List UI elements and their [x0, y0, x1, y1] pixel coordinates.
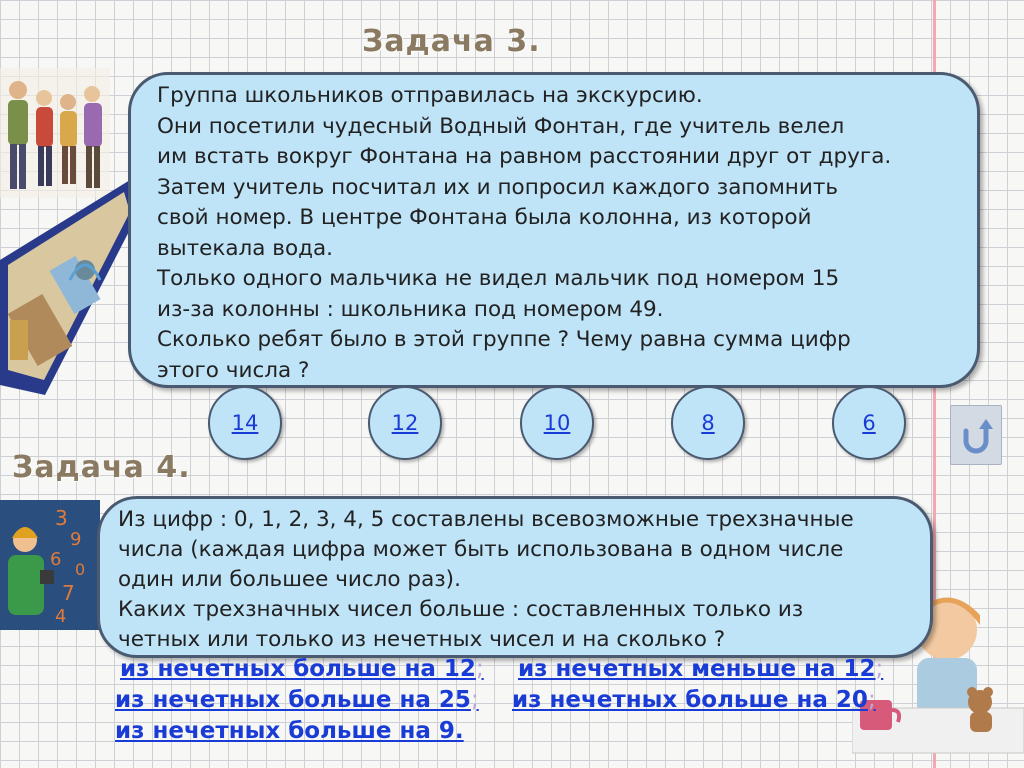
svg-text:4: 4	[55, 606, 67, 627]
task4-answer-link[interactable]	[518, 656, 883, 682]
task3-line: этого числа ?	[157, 357, 310, 383]
answer-separator: ;	[867, 687, 876, 713]
task3-line: Только одного мальчика не видел мальчик под номером 15	[157, 266, 840, 291]
task4-answer-text[interactable]: из нечетных меньше на 12	[518, 656, 876, 682]
task4-line: числа (каждая цифра может быть использована в одном числе	[118, 537, 844, 562]
task3-line: Они посетили чудесный Водный Фонтан, где учитель велел	[157, 113, 845, 139]
task4-line: четных или только из нечетных чисел и на сколько ?	[118, 627, 726, 652]
task3-answer-8[interactable]: 8	[671, 386, 745, 460]
svg-text:0: 0	[75, 560, 86, 579]
svg-text:6: 6	[50, 549, 62, 570]
return-arrow-icon	[959, 415, 993, 455]
task4-answer-link[interactable]	[115, 687, 479, 713]
task4-line: Каких трехзначных чисел больше : составленных только из	[118, 597, 804, 622]
answer-separator: ;	[475, 656, 484, 682]
svg-text:7: 7	[62, 581, 75, 605]
task3-answer-12[interactable]: 12	[368, 386, 442, 460]
task3-line: из-за колонны : школьника под номером 49.	[157, 296, 664, 322]
task4-answer-text[interactable]: из нечетных больше на 25	[115, 687, 471, 713]
task3-line: им встать вокруг Фонтана на равном расстоянии друг от друга.	[157, 144, 892, 169]
task3-answer-6[interactable]: 6	[832, 386, 906, 460]
task3-line: Группа школьников отправилась на экскурсию.	[157, 83, 703, 108]
task3-answer-14[interactable]: 14	[208, 386, 282, 460]
task4-answer-link[interactable]	[120, 656, 484, 682]
svg-text:3: 3	[55, 506, 68, 530]
task3-title: Задача 3.	[362, 24, 541, 59]
task4-question-bubble	[97, 496, 933, 658]
task4-line: один или большее число раз).	[118, 567, 461, 592]
task4-answer-text[interactable]: из нечетных больше на 9.	[115, 718, 464, 744]
return-button[interactable]	[950, 405, 1002, 465]
task3-line: свой номер. В центре Фонтана была колонна, из которой	[157, 205, 812, 230]
fountain-clipart-icon	[0, 170, 140, 400]
svg-text:9: 9	[70, 529, 82, 550]
task4-answer-link[interactable]	[512, 687, 876, 713]
task3-answer-10[interactable]: 10	[520, 386, 594, 460]
answer-separator: ;	[470, 687, 479, 713]
task4-title: Задача 4.	[12, 450, 191, 485]
task4-line: Из цифр : 0, 1, 2, 3, 4, 5 составлены всевозможные трехзначные	[118, 507, 854, 532]
task4-answer-link[interactable]	[115, 718, 464, 744]
task4-answer-text[interactable]: из нечетных больше на 12	[120, 656, 476, 682]
task3-line: Сколько ребят было в этой группе ? Чему равна сумма цифр	[157, 327, 851, 352]
task3-line: вытекала вода.	[157, 235, 334, 261]
task4-answer-text[interactable]: из нечетных больше на 20	[512, 687, 868, 713]
answer-separator: ;	[875, 656, 884, 682]
task3-question-bubble	[128, 72, 980, 388]
teacher-digits-clipart-icon	[0, 500, 100, 630]
task3-line: Затем учитель посчитал их и попросил каждого запомнить	[157, 174, 839, 200]
